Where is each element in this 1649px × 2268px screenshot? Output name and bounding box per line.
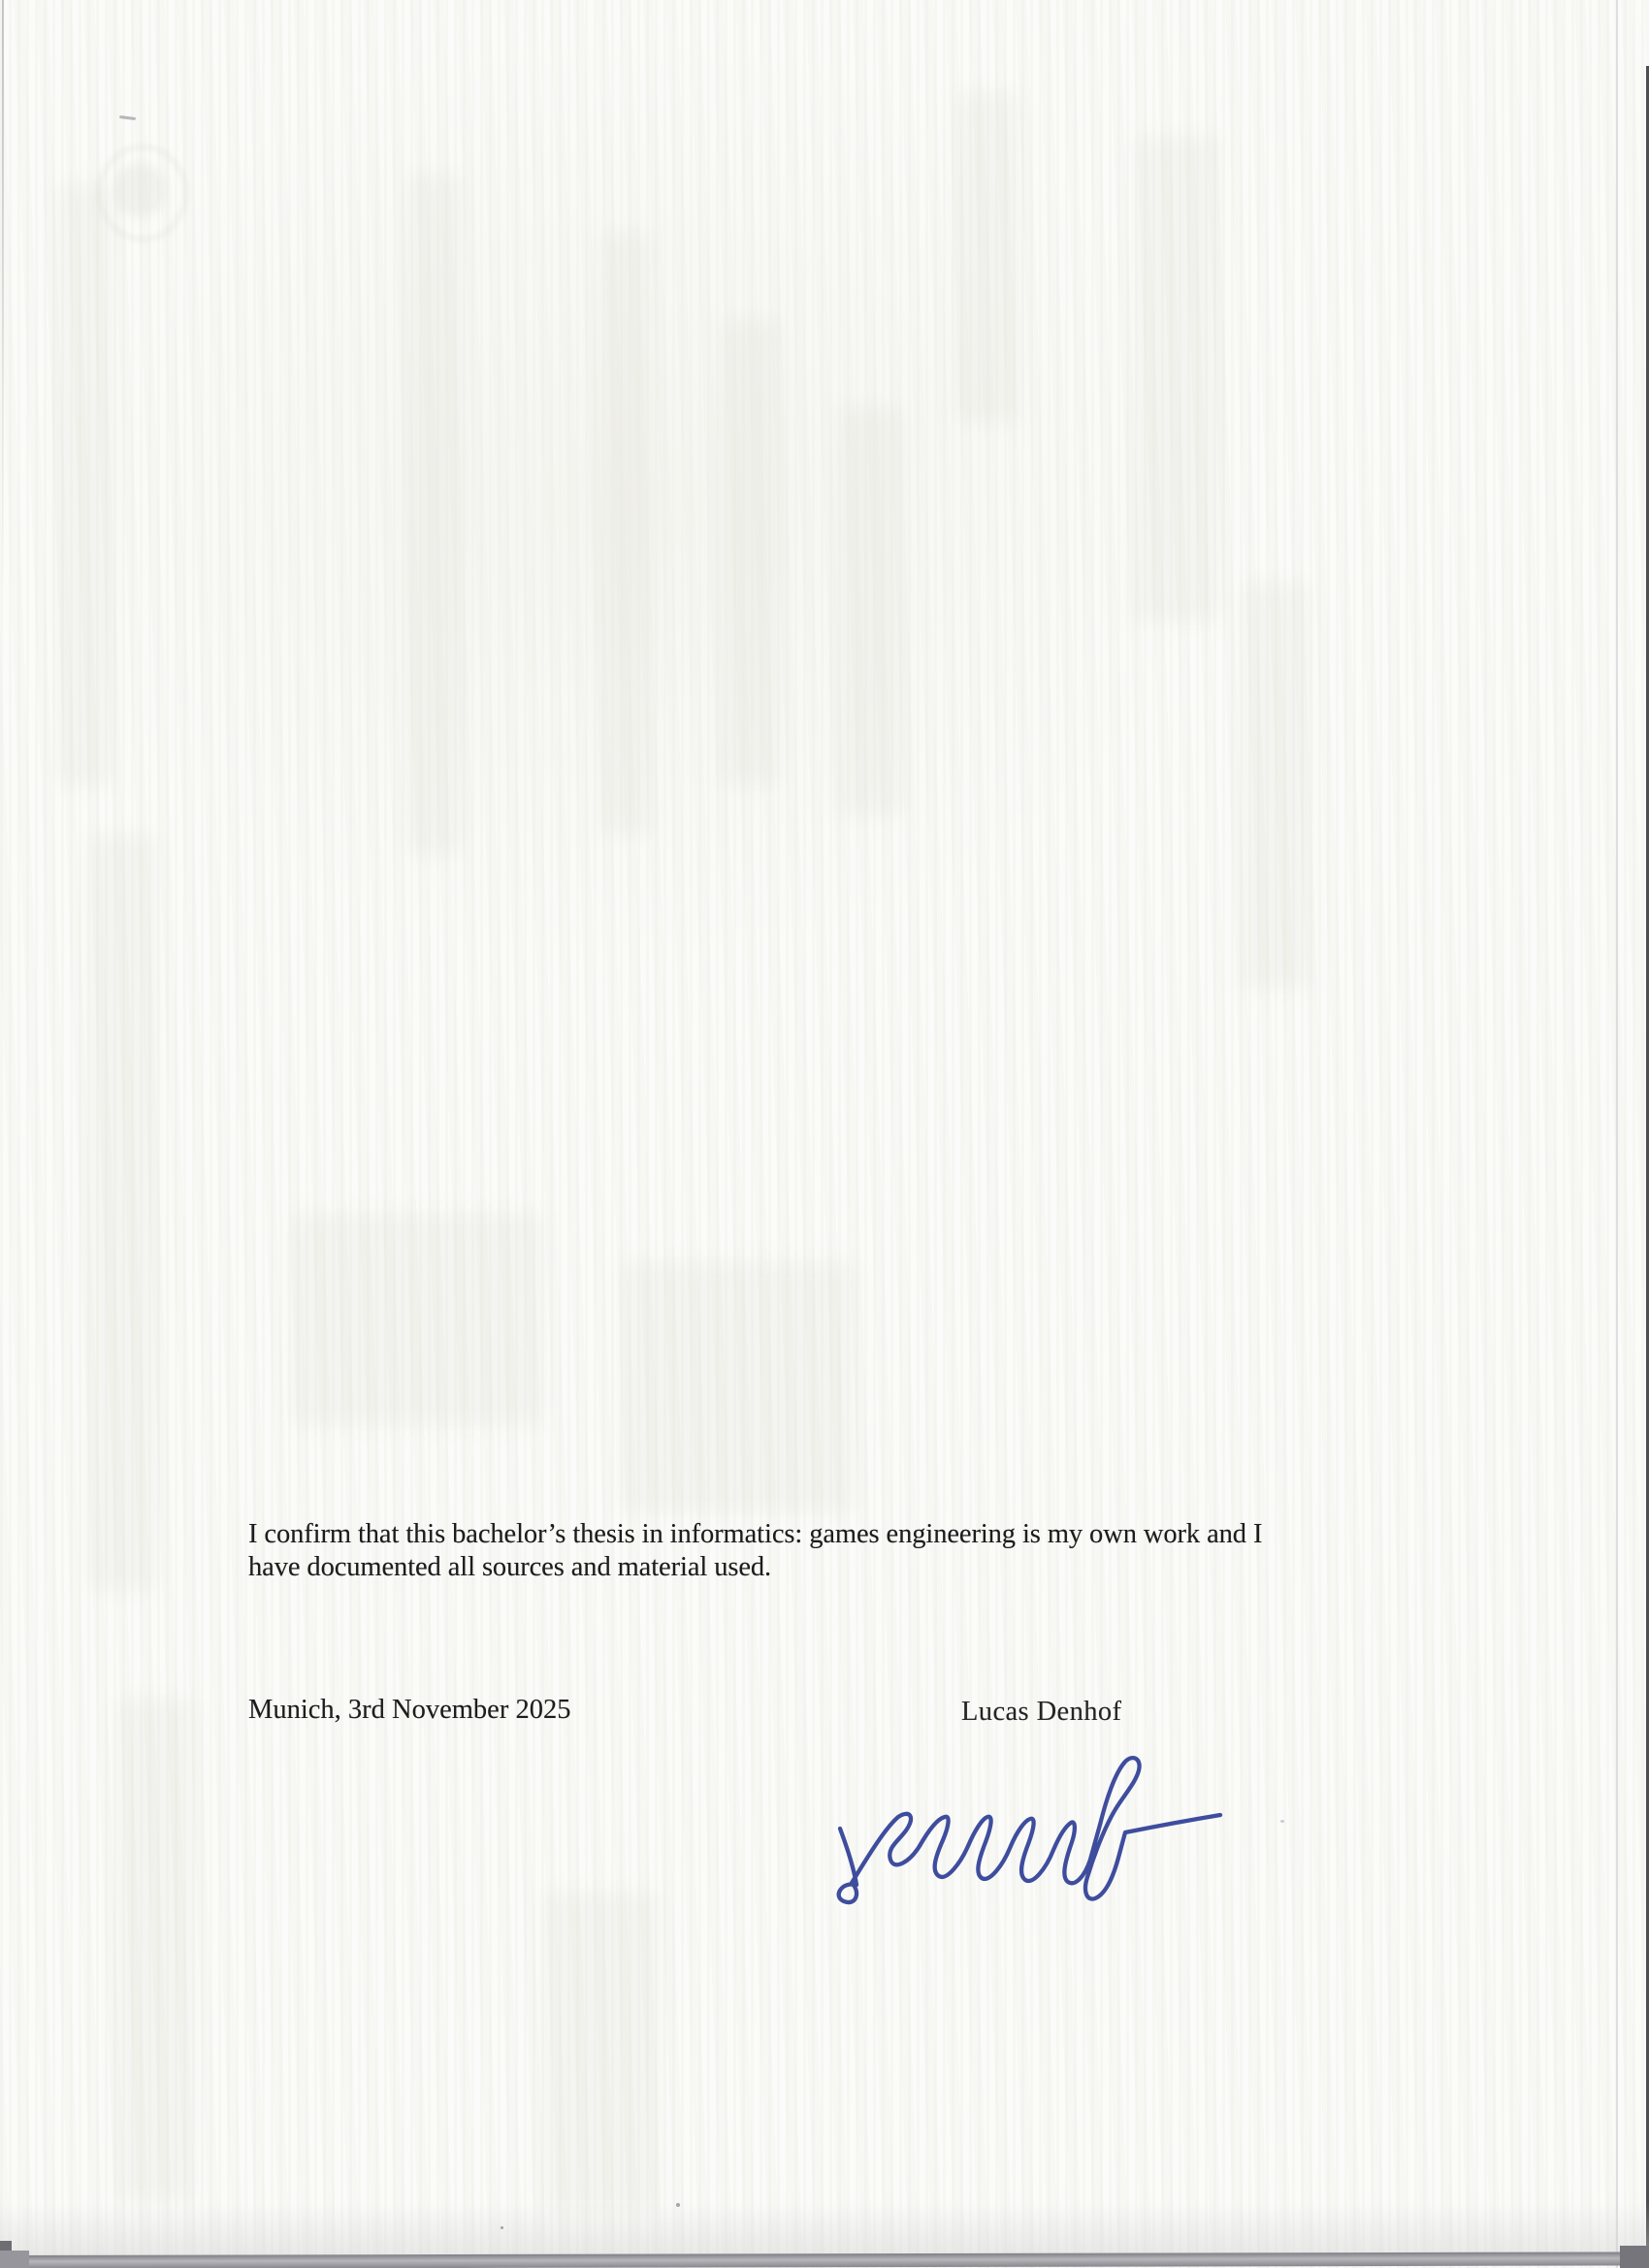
scan-speck xyxy=(1280,1820,1284,1823)
bleed-through-seal-ghost-inner xyxy=(114,163,165,217)
scan-speck xyxy=(501,2226,503,2229)
scanner-bed-strip xyxy=(0,2252,1649,2268)
declaration-line-2: have documented all sources and material used. xyxy=(248,1551,772,1582)
page-edge-line-right xyxy=(1616,0,1618,2268)
bleed-through-ghost xyxy=(291,1213,543,1426)
bleed-through-ghost xyxy=(116,1698,194,2202)
place-date: Munich, 3rd November 2025 xyxy=(248,1695,571,1725)
signature-ink-stroke xyxy=(839,1758,1220,1902)
scan-speck-dash xyxy=(119,115,136,120)
declaration-paragraph xyxy=(248,1518,1393,1583)
scan-corner-step-left xyxy=(0,2251,29,2268)
bleed-through-ghost xyxy=(601,233,650,834)
scan-corner-block-right xyxy=(1620,2246,1649,2268)
scan-bottom-shadow xyxy=(0,2202,1649,2256)
declaration-line-1: I confirm that this bachelor’s thesis in informatics: games engineering is my own work and I xyxy=(248,1519,1263,1549)
bleed-through-ghost xyxy=(955,92,1019,422)
handwritten-signature xyxy=(824,1743,1236,1916)
bleed-through-ghost xyxy=(723,320,779,786)
scan-speck xyxy=(676,2203,680,2207)
bleed-through-ghost xyxy=(1242,582,1310,989)
bleed-through-ghost xyxy=(839,407,903,815)
bleed-through-ghost xyxy=(56,184,113,786)
bleed-through-ghost xyxy=(89,834,157,1591)
bleed-through-ghost xyxy=(407,175,461,854)
bleed-through-ghost xyxy=(621,1261,854,1513)
bleed-through-ghost xyxy=(1135,136,1220,621)
scan-edge-line-left xyxy=(2,0,4,601)
bleed-through-ghost xyxy=(543,1892,660,2212)
author-name: Lucas Denhof xyxy=(961,1697,1122,1727)
